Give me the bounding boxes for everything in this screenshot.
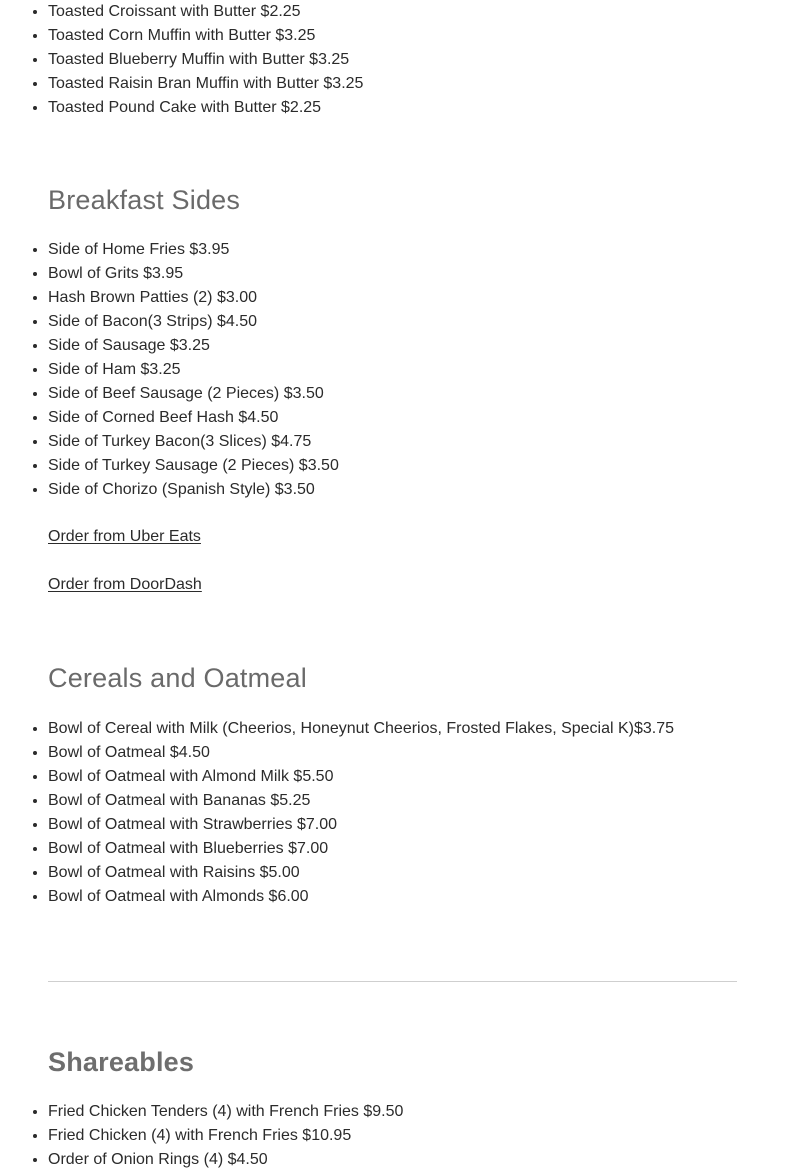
list-item: • Side of Beef Sausage (2 Pieces) $3.50: [48, 381, 785, 405]
list-item: • Fried Chicken (4) with French Fries $10.95: [48, 1123, 785, 1147]
list-item: • Toasted Corn Muffin with Butter $3.25: [48, 23, 785, 47]
cereals-oatmeal-list: [0, 716, 785, 908]
list-item: • Bowl of Oatmeal with Strawberries $7.00: [48, 812, 785, 836]
list-item: • Side of Ham $3.25: [48, 357, 785, 381]
shareables-list: [0, 1099, 785, 1171]
list-item: • Side of Chorizo (Spanish Style) $3.50: [48, 477, 785, 501]
list-item: • Toasted Pound Cake with Butter $2.25: [48, 95, 785, 119]
list-item: • Side of Turkey Sausage (2 Pieces) $3.50: [48, 453, 785, 477]
list-item: • Bowl of Oatmeal with Blueberries $7.00: [48, 836, 785, 860]
list-item: • Bowl of Cereal with Milk (Cheerios, Honeynut Cheerios, Frosted Flakes, Special K)$3.75: [48, 716, 785, 740]
list-item: • Side of Home Fries $3.95: [48, 237, 785, 261]
list-item: • Side of Turkey Bacon(3 Slices) $4.75: [48, 429, 785, 453]
list-item: • Side of Sausage $3.25: [48, 333, 785, 357]
list-item: • Bowl of Oatmeal $4.50: [48, 740, 785, 764]
breakfast-sides-list: [0, 237, 785, 501]
list-item: • Bowl of Oatmeal with Almond Milk $5.50: [48, 764, 785, 788]
list-item: • Order of Onion Rings (4) $4.50: [48, 1147, 785, 1171]
list-item: • Fried Chicken Tenders (4) with French Fries $9.50: [48, 1099, 785, 1123]
list-item: • Toasted Raisin Bran Muffin with Butter $3.25: [48, 71, 785, 95]
list-item: • Bowl of Oatmeal with Raisins $5.00: [48, 860, 785, 884]
breakfast-sides-heading: Breakfast Sides: [48, 185, 241, 215]
list-item: • Side of Bacon(3 Strips) $4.50: [48, 309, 785, 333]
order-uber-eats-link[interactable]: Order from Uber Eats: [48, 528, 201, 545]
cereals-oatmeal-heading: Cereals and Oatmeal: [48, 663, 307, 693]
toasted-items-list: [0, 0, 785, 119]
list-item: • Toasted Blueberry Muffin with Butter $3.25: [48, 47, 785, 71]
section-divider: [48, 981, 737, 982]
list-item: • Bowl of Oatmeal with Almonds $6.00: [48, 884, 785, 908]
list-item: • Hash Brown Patties (2) $3.00: [48, 285, 785, 309]
list-item: • Bowl of Oatmeal with Bananas $5.25: [48, 788, 785, 812]
shareables-heading: Shareables: [48, 1047, 195, 1077]
list-item: • Bowl of Grits $3.95: [48, 261, 785, 285]
order-doordash-link[interactable]: Order from DoorDash: [48, 576, 202, 593]
list-item: • Side of Corned Beef Hash $4.50: [48, 405, 785, 429]
list-item: • Toasted Croissant with Butter $2.25: [48, 0, 785, 23]
